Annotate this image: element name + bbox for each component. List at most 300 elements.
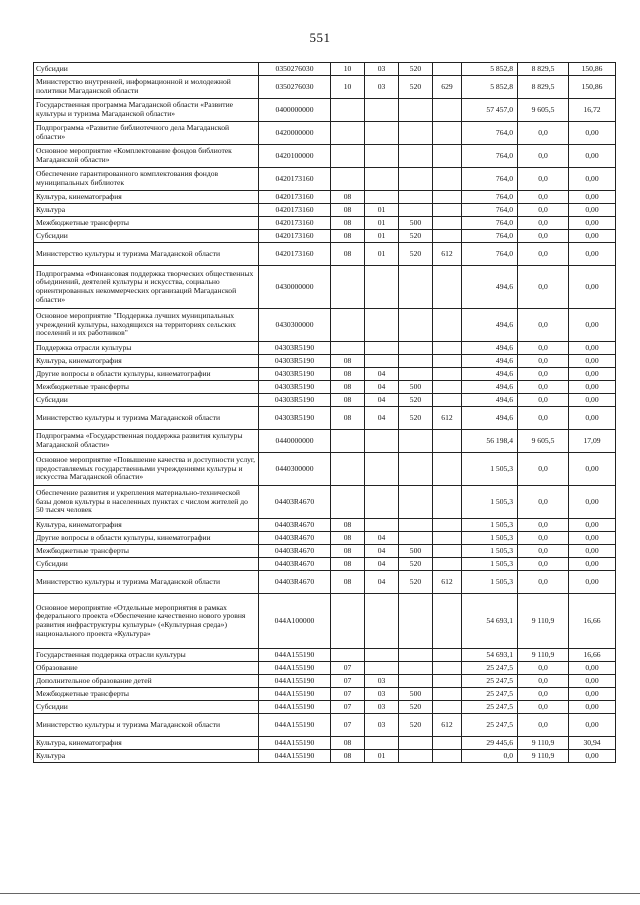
section-code-cell: 08 <box>331 750 365 763</box>
percent-cell: 0,00 <box>569 381 616 394</box>
subsection-code-cell: 01 <box>365 243 399 266</box>
percent-cell: 0,00 <box>569 453 616 486</box>
actual-amount-cell: 0,0 <box>518 122 569 145</box>
plan-amount-cell: 494,6 <box>462 394 518 407</box>
section-code-cell: 08 <box>331 737 365 750</box>
section-code-cell: 08 <box>331 243 365 266</box>
plan-amount-cell: 1 505,3 <box>462 532 518 545</box>
ministry-code-cell <box>433 519 462 532</box>
subsection-code-cell: 01 <box>365 204 399 217</box>
csr-code-cell: 04403R4670 <box>259 545 331 558</box>
percent-cell: 0,00 <box>569 714 616 737</box>
expense-type-cell <box>399 430 433 453</box>
ministry-code-cell <box>433 230 462 243</box>
ministry-code-cell <box>433 217 462 230</box>
table-row <box>34 394 616 407</box>
budget-table <box>33 62 616 763</box>
table-row <box>34 688 616 701</box>
expense-type-cell <box>399 204 433 217</box>
expense-type-cell <box>399 662 433 675</box>
percent-cell: 16,66 <box>569 594 616 649</box>
row-name-cell: Субсидии <box>34 63 259 76</box>
subsection-code-cell: 03 <box>365 76 399 99</box>
actual-amount-cell: 0,0 <box>518 368 569 381</box>
row-name-cell: Межбюджетные трансферты <box>34 545 259 558</box>
percent-cell: 0,00 <box>569 217 616 230</box>
subsection-code-cell <box>365 594 399 649</box>
expense-type-cell: 520 <box>399 394 433 407</box>
section-code-cell: 08 <box>331 355 365 368</box>
table-row <box>34 662 616 675</box>
actual-amount-cell: 0,0 <box>518 701 569 714</box>
row-name-cell: Субсидии <box>34 701 259 714</box>
ministry-code-cell <box>433 145 462 168</box>
expense-type-cell: 520 <box>399 558 433 571</box>
section-code-cell <box>331 266 365 309</box>
percent-cell: 0,00 <box>569 675 616 688</box>
actual-amount-cell: 0,0 <box>518 355 569 368</box>
expense-type-cell <box>399 266 433 309</box>
plan-amount-cell: 25 247,5 <box>462 675 518 688</box>
csr-code-cell: 044A155190 <box>259 701 331 714</box>
section-code-cell <box>331 145 365 168</box>
section-code-cell <box>331 486 365 519</box>
plan-amount-cell: 764,0 <box>462 217 518 230</box>
table-row <box>34 407 616 430</box>
row-name-cell: Межбюджетные трансферты <box>34 381 259 394</box>
ministry-code-cell <box>433 430 462 453</box>
ministry-code-cell <box>433 168 462 191</box>
percent-cell: 0,00 <box>569 701 616 714</box>
percent-cell: 0,00 <box>569 394 616 407</box>
plan-amount-cell: 764,0 <box>462 243 518 266</box>
ministry-code-cell: 612 <box>433 407 462 430</box>
table-row <box>34 368 616 381</box>
subsection-code-cell: 04 <box>365 381 399 394</box>
expense-type-cell <box>399 594 433 649</box>
section-code-cell: 07 <box>331 688 365 701</box>
actual-amount-cell: 0,0 <box>518 675 569 688</box>
subsection-code-cell: 03 <box>365 675 399 688</box>
percent-cell: 0,00 <box>569 145 616 168</box>
expense-type-cell: 520 <box>399 701 433 714</box>
percent-cell: 0,00 <box>569 355 616 368</box>
plan-amount-cell: 764,0 <box>462 122 518 145</box>
subsection-code-cell <box>365 145 399 168</box>
actual-amount-cell: 0,0 <box>518 230 569 243</box>
csr-code-cell: 0440300000 <box>259 453 331 486</box>
row-name-cell: Субсидии <box>34 230 259 243</box>
table-row <box>34 217 616 230</box>
table-row <box>34 309 616 342</box>
row-name-cell: Основное мероприятие "Поддержка лучших муниципальных учреждений культуры, находящихся на территориях сельских поселений и их работников" <box>34 309 259 342</box>
actual-amount-cell: 0,0 <box>518 571 569 594</box>
plan-amount-cell: 1 505,3 <box>462 558 518 571</box>
expense-type-cell <box>399 750 433 763</box>
table-row <box>34 266 616 309</box>
row-name-cell: Межбюджетные трансферты <box>34 688 259 701</box>
csr-code-cell: 0430300000 <box>259 309 331 342</box>
ministry-code-cell <box>433 594 462 649</box>
ministry-code-cell <box>433 453 462 486</box>
table-row <box>34 486 616 519</box>
expense-type-cell <box>399 99 433 122</box>
ministry-code-cell <box>433 649 462 662</box>
subsection-code-cell <box>365 737 399 750</box>
ministry-code-cell <box>433 122 462 145</box>
ministry-code-cell <box>433 750 462 763</box>
ministry-code-cell <box>433 368 462 381</box>
table-row <box>34 558 616 571</box>
table-row <box>34 519 616 532</box>
table-row <box>34 545 616 558</box>
expense-type-cell <box>399 737 433 750</box>
expense-type-cell: 500 <box>399 381 433 394</box>
expense-type-cell: 520 <box>399 714 433 737</box>
row-name-cell: Дополнительное образование детей <box>34 675 259 688</box>
table-row <box>34 649 616 662</box>
section-code-cell: 08 <box>331 217 365 230</box>
subsection-code-cell: 04 <box>365 571 399 594</box>
ministry-code-cell <box>433 309 462 342</box>
table-row <box>34 168 616 191</box>
row-name-cell: Основное мероприятие «Повышение качества и доступности услуг, предоставляемых государственными учреждениями культуры и искусства Магаданской области» <box>34 453 259 486</box>
expense-type-cell <box>399 453 433 486</box>
subsection-code-cell <box>365 453 399 486</box>
expense-type-cell: 520 <box>399 230 433 243</box>
section-code-cell: 07 <box>331 701 365 714</box>
csr-code-cell: 0420100000 <box>259 145 331 168</box>
percent-cell: 0,00 <box>569 545 616 558</box>
csr-code-cell: 0400000000 <box>259 99 331 122</box>
percent-cell: 0,00 <box>569 168 616 191</box>
percent-cell: 0,00 <box>569 519 616 532</box>
expense-type-cell <box>399 168 433 191</box>
plan-amount-cell: 5 852,8 <box>462 63 518 76</box>
section-code-cell: 08 <box>331 381 365 394</box>
table-row <box>34 430 616 453</box>
subsection-code-cell <box>365 662 399 675</box>
actual-amount-cell: 0,0 <box>518 714 569 737</box>
ministry-code-cell: 612 <box>433 243 462 266</box>
actual-amount-cell: 0,0 <box>518 145 569 168</box>
plan-amount-cell: 54 693,1 <box>462 649 518 662</box>
ministry-code-cell <box>433 204 462 217</box>
table-row <box>34 571 616 594</box>
actual-amount-cell: 0,0 <box>518 204 569 217</box>
subsection-code-cell: 01 <box>365 230 399 243</box>
row-name-cell: Государственная программа Магаданской области «Развитие культуры и туризма Магаданской области» <box>34 99 259 122</box>
plan-amount-cell: 25 247,5 <box>462 662 518 675</box>
table-row <box>34 191 616 204</box>
ministry-code-cell <box>433 737 462 750</box>
plan-amount-cell: 1 505,3 <box>462 519 518 532</box>
percent-cell: 0,00 <box>569 662 616 675</box>
ministry-code-cell <box>433 675 462 688</box>
row-name-cell: Подпрограмма «Развитие библиотечного дела Магаданской области» <box>34 122 259 145</box>
actual-amount-cell: 0,0 <box>518 309 569 342</box>
csr-code-cell: 044A155190 <box>259 662 331 675</box>
table-row <box>34 453 616 486</box>
ministry-code-cell <box>433 701 462 714</box>
row-name-cell: Обеспечение развития и укрепления материально-технической базы домов культуры в населенных пунктах с числом жителей до 50 тысяч человек <box>34 486 259 519</box>
csr-code-cell: 0420000000 <box>259 122 331 145</box>
ministry-code-cell <box>433 381 462 394</box>
plan-amount-cell: 57 457,0 <box>462 99 518 122</box>
percent-cell: 0,00 <box>569 407 616 430</box>
actual-amount-cell: 0,0 <box>518 243 569 266</box>
ministry-code-cell <box>433 99 462 122</box>
row-name-cell: Субсидии <box>34 558 259 571</box>
percent-cell: 150,86 <box>569 76 616 99</box>
subsection-code-cell <box>365 309 399 342</box>
expense-type-cell: 500 <box>399 545 433 558</box>
subsection-code-cell <box>365 266 399 309</box>
actual-amount-cell: 0,0 <box>518 381 569 394</box>
expense-type-cell <box>399 309 433 342</box>
section-code-cell <box>331 122 365 145</box>
csr-code-cell: 0430000000 <box>259 266 331 309</box>
actual-amount-cell: 0,0 <box>518 662 569 675</box>
section-code-cell <box>331 594 365 649</box>
expense-type-cell: 520 <box>399 243 433 266</box>
plan-amount-cell: 764,0 <box>462 168 518 191</box>
subsection-code-cell: 04 <box>365 532 399 545</box>
row-name-cell: Культура <box>34 204 259 217</box>
plan-amount-cell: 494,6 <box>462 381 518 394</box>
plan-amount-cell: 764,0 <box>462 191 518 204</box>
actual-amount-cell: 0,0 <box>518 191 569 204</box>
subsection-code-cell <box>365 486 399 519</box>
plan-amount-cell: 25 247,5 <box>462 701 518 714</box>
section-code-cell: 07 <box>331 675 365 688</box>
csr-code-cell: 04403R4670 <box>259 532 331 545</box>
ministry-code-cell <box>433 266 462 309</box>
ministry-code-cell: 612 <box>433 714 462 737</box>
subsection-code-cell <box>365 99 399 122</box>
plan-amount-cell: 494,6 <box>462 309 518 342</box>
percent-cell: 0,00 <box>569 191 616 204</box>
csr-code-cell: 044A155190 <box>259 649 331 662</box>
plan-amount-cell: 494,6 <box>462 355 518 368</box>
table-row <box>34 701 616 714</box>
ministry-code-cell <box>433 545 462 558</box>
expense-type-cell <box>399 355 433 368</box>
ministry-code-cell: 612 <box>433 571 462 594</box>
subsection-code-cell <box>365 355 399 368</box>
csr-code-cell: 0420173160 <box>259 243 331 266</box>
ministry-code-cell <box>433 191 462 204</box>
row-name-cell: Поддержка отрасли культуры <box>34 342 259 355</box>
plan-amount-cell: 1 505,3 <box>462 545 518 558</box>
percent-cell: 17,09 <box>569 430 616 453</box>
row-name-cell: Культура, кинематография <box>34 737 259 750</box>
row-name-cell: Другие вопросы в области культуры, кинематографии <box>34 532 259 545</box>
section-code-cell: 08 <box>331 394 365 407</box>
csr-code-cell: 04403R4670 <box>259 519 331 532</box>
csr-code-cell: 044A155190 <box>259 688 331 701</box>
plan-amount-cell: 1 505,3 <box>462 453 518 486</box>
percent-cell: 0,00 <box>569 486 616 519</box>
percent-cell: 150,86 <box>569 63 616 76</box>
subsection-code-cell: 04 <box>365 545 399 558</box>
actual-amount-cell: 0,0 <box>518 688 569 701</box>
table-row <box>34 675 616 688</box>
actual-amount-cell: 9 110,9 <box>518 649 569 662</box>
ministry-code-cell <box>433 394 462 407</box>
actual-amount-cell: 8 829,5 <box>518 76 569 99</box>
plan-amount-cell: 494,6 <box>462 342 518 355</box>
table-row <box>34 63 616 76</box>
ministry-code-cell <box>433 558 462 571</box>
actual-amount-cell: 0,0 <box>518 217 569 230</box>
section-code-cell: 07 <box>331 714 365 737</box>
subsection-code-cell: 03 <box>365 63 399 76</box>
percent-cell: 0,00 <box>569 342 616 355</box>
table-body <box>34 63 616 763</box>
table-row <box>34 204 616 217</box>
csr-code-cell: 0350276030 <box>259 63 331 76</box>
percent-cell: 0,00 <box>569 204 616 217</box>
expense-type-cell <box>399 532 433 545</box>
row-name-cell: Министерство внутренней, информационной и молодежной политики Магаданской области <box>34 76 259 99</box>
table-row <box>34 737 616 750</box>
plan-amount-cell: 1 505,3 <box>462 571 518 594</box>
row-name-cell: Культура, кинематография <box>34 519 259 532</box>
row-name-cell: Министерство культуры и туризма Магаданской области <box>34 571 259 594</box>
section-code-cell: 07 <box>331 662 365 675</box>
expense-type-cell: 520 <box>399 76 433 99</box>
ministry-code-cell <box>433 486 462 519</box>
csr-code-cell: 04403R4670 <box>259 571 331 594</box>
percent-cell: 0,00 <box>569 243 616 266</box>
actual-amount-cell: 0,0 <box>518 266 569 309</box>
percent-cell: 0,00 <box>569 368 616 381</box>
subsection-code-cell: 03 <box>365 714 399 737</box>
section-code-cell: 08 <box>331 407 365 430</box>
actual-amount-cell: 0,0 <box>518 342 569 355</box>
csr-code-cell: 044A155190 <box>259 675 331 688</box>
section-code-cell: 10 <box>331 63 365 76</box>
actual-amount-cell: 9 110,9 <box>518 737 569 750</box>
csr-code-cell: 044A155190 <box>259 750 331 763</box>
section-code-cell: 08 <box>331 558 365 571</box>
actual-amount-cell: 0,0 <box>518 394 569 407</box>
actual-amount-cell: 0,0 <box>518 453 569 486</box>
csr-code-cell: 044A100000 <box>259 594 331 649</box>
subsection-code-cell: 01 <box>365 217 399 230</box>
percent-cell: 0,00 <box>569 558 616 571</box>
csr-code-cell: 04303R5190 <box>259 355 331 368</box>
row-name-cell: Обеспечение гарантированного комплектования фондов муниципальных библиотек <box>34 168 259 191</box>
csr-code-cell: 0440000000 <box>259 430 331 453</box>
row-name-cell: Культура, кинематография <box>34 191 259 204</box>
actual-amount-cell: 0,0 <box>518 407 569 430</box>
table-row <box>34 76 616 99</box>
csr-code-cell: 0420173160 <box>259 217 331 230</box>
ministry-code-cell <box>433 342 462 355</box>
table-row <box>34 532 616 545</box>
section-code-cell: 08 <box>331 191 365 204</box>
actual-amount-cell: 0,0 <box>518 168 569 191</box>
actual-amount-cell: 9 110,9 <box>518 594 569 649</box>
plan-amount-cell: 0,0 <box>462 750 518 763</box>
plan-amount-cell: 494,6 <box>462 368 518 381</box>
csr-code-cell: 0420173160 <box>259 204 331 217</box>
row-name-cell: Основное мероприятие «Комплектование фондов библиотек Магаданской области» <box>34 145 259 168</box>
plan-amount-cell: 764,0 <box>462 145 518 168</box>
percent-cell: 16,72 <box>569 99 616 122</box>
subsection-code-cell: 04 <box>365 368 399 381</box>
csr-code-cell: 0420173160 <box>259 230 331 243</box>
section-code-cell: 10 <box>331 76 365 99</box>
expense-type-cell <box>399 368 433 381</box>
subsection-code-cell: 03 <box>365 688 399 701</box>
page-bottom-rule <box>0 893 640 894</box>
table-row <box>34 230 616 243</box>
actual-amount-cell: 0,0 <box>518 558 569 571</box>
subsection-code-cell <box>365 430 399 453</box>
table-row <box>34 750 616 763</box>
subsection-code-cell <box>365 342 399 355</box>
expense-type-cell <box>399 675 433 688</box>
csr-code-cell: 04303R5190 <box>259 407 331 430</box>
plan-amount-cell: 56 198,4 <box>462 430 518 453</box>
plan-amount-cell: 54 693,1 <box>462 594 518 649</box>
section-code-cell <box>331 649 365 662</box>
ministry-code-cell <box>433 662 462 675</box>
expense-type-cell <box>399 191 433 204</box>
section-code-cell <box>331 430 365 453</box>
row-name-cell: Основное мероприятие «Отдельные мероприятия в рамках федерального проекта «Обеспечение качественно нового уровня развития инфраструктуры культуры» («Культурная среда») национального проекта «Культура» <box>34 594 259 649</box>
table-row <box>34 122 616 145</box>
csr-code-cell: 0420173160 <box>259 191 331 204</box>
expense-type-cell <box>399 649 433 662</box>
expense-type-cell: 520 <box>399 571 433 594</box>
table-row <box>34 381 616 394</box>
percent-cell: 0,00 <box>569 571 616 594</box>
percent-cell: 0,00 <box>569 122 616 145</box>
expense-type-cell <box>399 342 433 355</box>
csr-code-cell: 04303R5190 <box>259 394 331 407</box>
plan-amount-cell: 25 247,5 <box>462 714 518 737</box>
csr-code-cell: 04303R5190 <box>259 381 331 394</box>
section-code-cell: 08 <box>331 519 365 532</box>
ministry-code-cell: 629 <box>433 76 462 99</box>
table-row <box>34 342 616 355</box>
section-code-cell: 08 <box>331 368 365 381</box>
row-name-cell: Министерство культуры и туризма Магаданской области <box>34 714 259 737</box>
percent-cell: 30,94 <box>569 737 616 750</box>
section-code-cell <box>331 342 365 355</box>
expense-type-cell: 520 <box>399 63 433 76</box>
plan-amount-cell: 764,0 <box>462 230 518 243</box>
subsection-code-cell <box>365 649 399 662</box>
subsection-code-cell: 04 <box>365 407 399 430</box>
row-name-cell: Образование <box>34 662 259 675</box>
section-code-cell <box>331 168 365 191</box>
row-name-cell: Культура <box>34 750 259 763</box>
section-code-cell <box>331 309 365 342</box>
plan-amount-cell: 494,6 <box>462 407 518 430</box>
section-code-cell: 08 <box>331 204 365 217</box>
percent-cell: 0,00 <box>569 750 616 763</box>
plan-amount-cell: 25 247,5 <box>462 688 518 701</box>
subsection-code-cell <box>365 122 399 145</box>
table-row <box>34 243 616 266</box>
ministry-code-cell <box>433 355 462 368</box>
subsection-code-cell <box>365 191 399 204</box>
